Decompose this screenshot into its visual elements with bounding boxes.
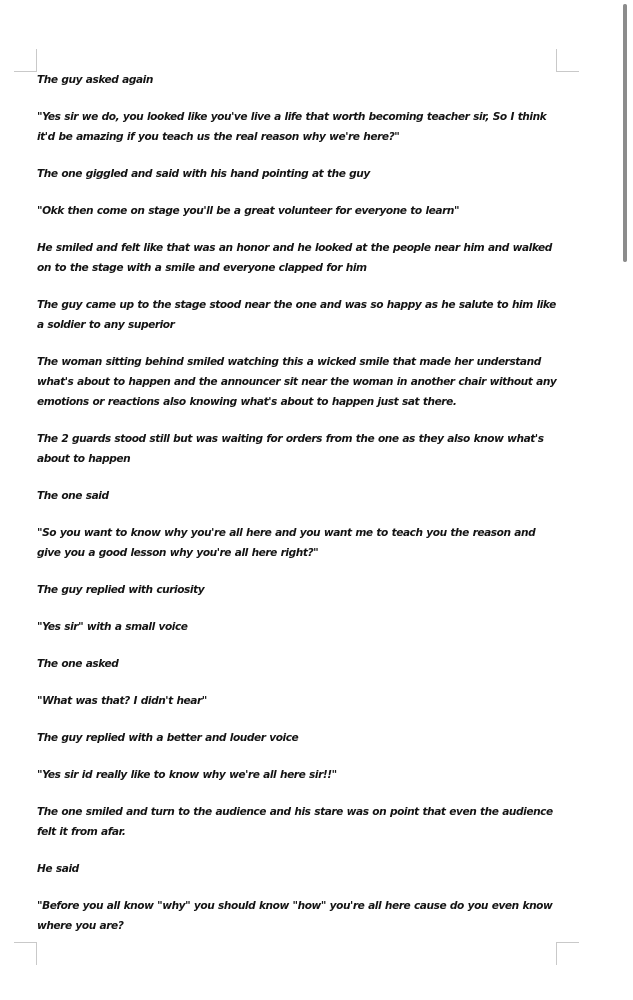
paragraph: The guy came up to the stage stood near the one and was so happy as he salute to him like a soldier to any superior [37, 299, 556, 331]
paragraph: "Yes sir we do, you looked like you've live a life that worth becoming teacher sir, So I think it'd be amazing if you teach us the real reason why we're here?" [37, 111, 547, 143]
paragraph: The guy replied with a better and louder voice [37, 732, 299, 744]
scrollbar-thumb[interactable] [623, 4, 627, 262]
paragraph: He smiled and felt like that was an honor and he looked at the people near him and walked on to the stage with a smile and everyone clapped for him [37, 242, 552, 274]
document-body [37, 70, 562, 953]
paragraph: The 2 guards stood still but was waiting for orders from the one as they also know what's about to happen [37, 433, 544, 465]
paragraph: "Before you all know "why" you should know "how" you're all here cause do you even know where you are? [37, 900, 553, 932]
paragraph: "Yes sir id really like to know why we're all here sir!!" [37, 769, 337, 781]
paragraph: The guy asked again [37, 74, 153, 86]
paragraph: "Yes sir" with a small voice [37, 621, 188, 633]
paragraph: The woman sitting behind smiled watching this a wicked smile that made her understand what's about to happen and the announcer sit near the woman in another chair without any emotions or reactions also knowing what's about to happen just sat there. [37, 356, 557, 408]
paragraph: The one smiled and turn to the audience and his stare was on point that even the audience felt it from afar. [37, 806, 553, 838]
paragraph: The one giggled and said with his hand pointing at the guy [37, 168, 370, 180]
vertical-scrollbar[interactable] [617, 0, 633, 1000]
paragraph: He said [37, 863, 79, 875]
paragraph: "So you want to know why you're all here and you want me to teach you the reason and give you a good lesson why you're all here right?" [37, 527, 536, 559]
paragraph: The guy replied with curiosity [37, 584, 205, 596]
paragraph: "What was that? I didn't hear" [37, 695, 207, 707]
paragraph: The one said [37, 490, 109, 502]
crop-mark-top-right [556, 49, 579, 72]
paragraph: "Okk then come on stage you'll be a great volunteer for everyone to learn" [37, 205, 460, 217]
crop-mark-top-left [14, 49, 37, 72]
paragraph: The one asked [37, 658, 119, 670]
crop-mark-bottom-left [14, 942, 37, 965]
